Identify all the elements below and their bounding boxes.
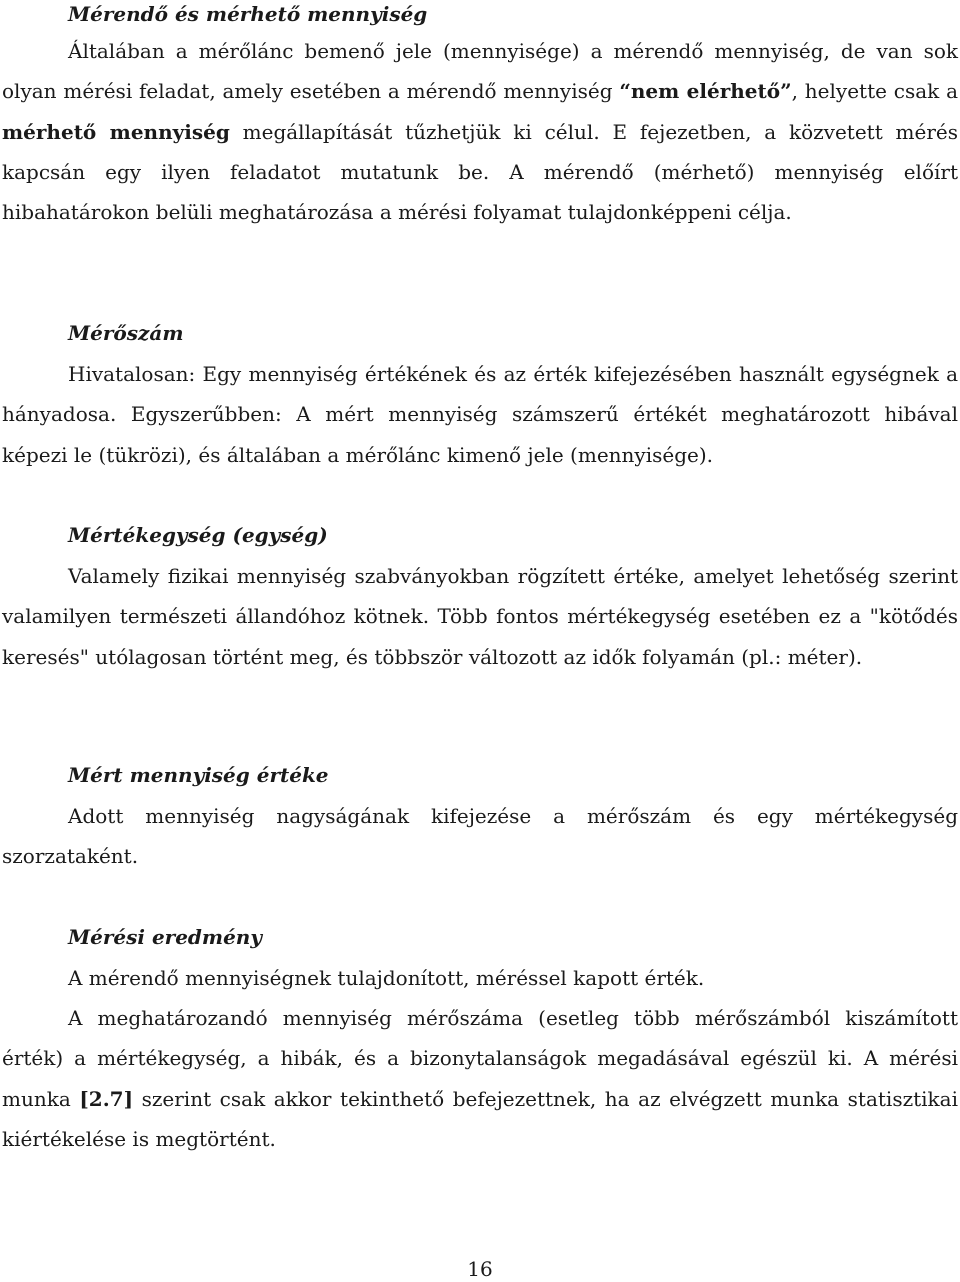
paragraph-meresi-eredmeny-1: [2, 958, 958, 998]
paragraph-mertekegyseg: [2, 556, 958, 677]
heading-meresi-eredmeny: Mérési eredmény: [68, 925, 262, 949]
text-run: , helyette csak a: [791, 79, 958, 104]
page-number: 16: [467, 1257, 493, 1281]
bold-run-merheto-mennyiseg: mérhető mennyiség: [2, 119, 230, 144]
bold-run-reference: [2.7]: [79, 1086, 134, 1111]
text-run: Adott mennyiség nagyságának kifejezése a mérőszám és egy mértékegység szorzataként.: [2, 804, 958, 869]
text-run: A meghatározandó mennyiség mérőszáma (esetleg több mérőszámból kiszámított érték) a mértékegység, a hibák, és a bizonytalanságok megadásával egészül ki. A mérési munka: [2, 1006, 958, 1111]
text-run: Általában a mérőlánc bemenő jele (mennyisége) a mérendő mennyiség, de van sok olyan mérési feladat, amely esetében a mérendő mennyiség: [2, 39, 958, 104]
bold-run-nem-elerheto: “nem elérhető”: [619, 79, 792, 104]
heading-mertekegyseg: Mértékegység (egység): [68, 523, 328, 547]
paragraph-meroszam: [2, 354, 958, 475]
text-run: Valamely fizikai mennyiség szabványokban rögzített értéke, amelyet lehetőség szerint valamilyen természeti állandóhoz kötnek. Több fontos mértékegység esetében ez a "kötődés keresés" utólagosan történt meg, és többször változott az idők folyamán (pl.: méter).: [2, 564, 958, 669]
text-run: megállapítását tűzhetjük ki célul. E fejezetben, a közvetett mérés kapcsán egy ilyen feladatot mutatunk be. A mérendő (mérhető) mennyiség előírt hibahatárokon belüli meghatározása a mérési folyamat tulajdonképpeni célja.: [2, 119, 959, 225]
paragraph-merendo-es-merheto: [2, 31, 958, 232]
heading-merendo-es-merheto-mennyiseg: Mérendő és mérhető mennyiség: [68, 2, 428, 26]
text-run: szerint csak akkor tekinthető befejezettnek, ha az elvégzett munka statisztikai kiértékelése is megtörtént.: [2, 1086, 958, 1151]
text-run: Hivatalosan: Egy mennyiség értékének és az érték kifejezésében használt egységnek a hányadosa. Egyszerűbben: A mért mennyiség számszerű értékét meghatározott hibával képezi le (tükrözi), és általában a mérőlánc kimenő jele (mennyisége).: [2, 362, 958, 467]
text-run: A mérendő mennyiségnek tulajdonított, méréssel kapott érték.: [68, 966, 705, 990]
paragraph-meresi-eredmeny-2: [2, 998, 958, 1159]
heading-mert-mennyiseg-erteke: Mért mennyiség értéke: [68, 763, 329, 787]
paragraph-mert-mennyiseg-erteke: [2, 796, 958, 877]
heading-meroszam: Mérőszám: [68, 321, 184, 345]
